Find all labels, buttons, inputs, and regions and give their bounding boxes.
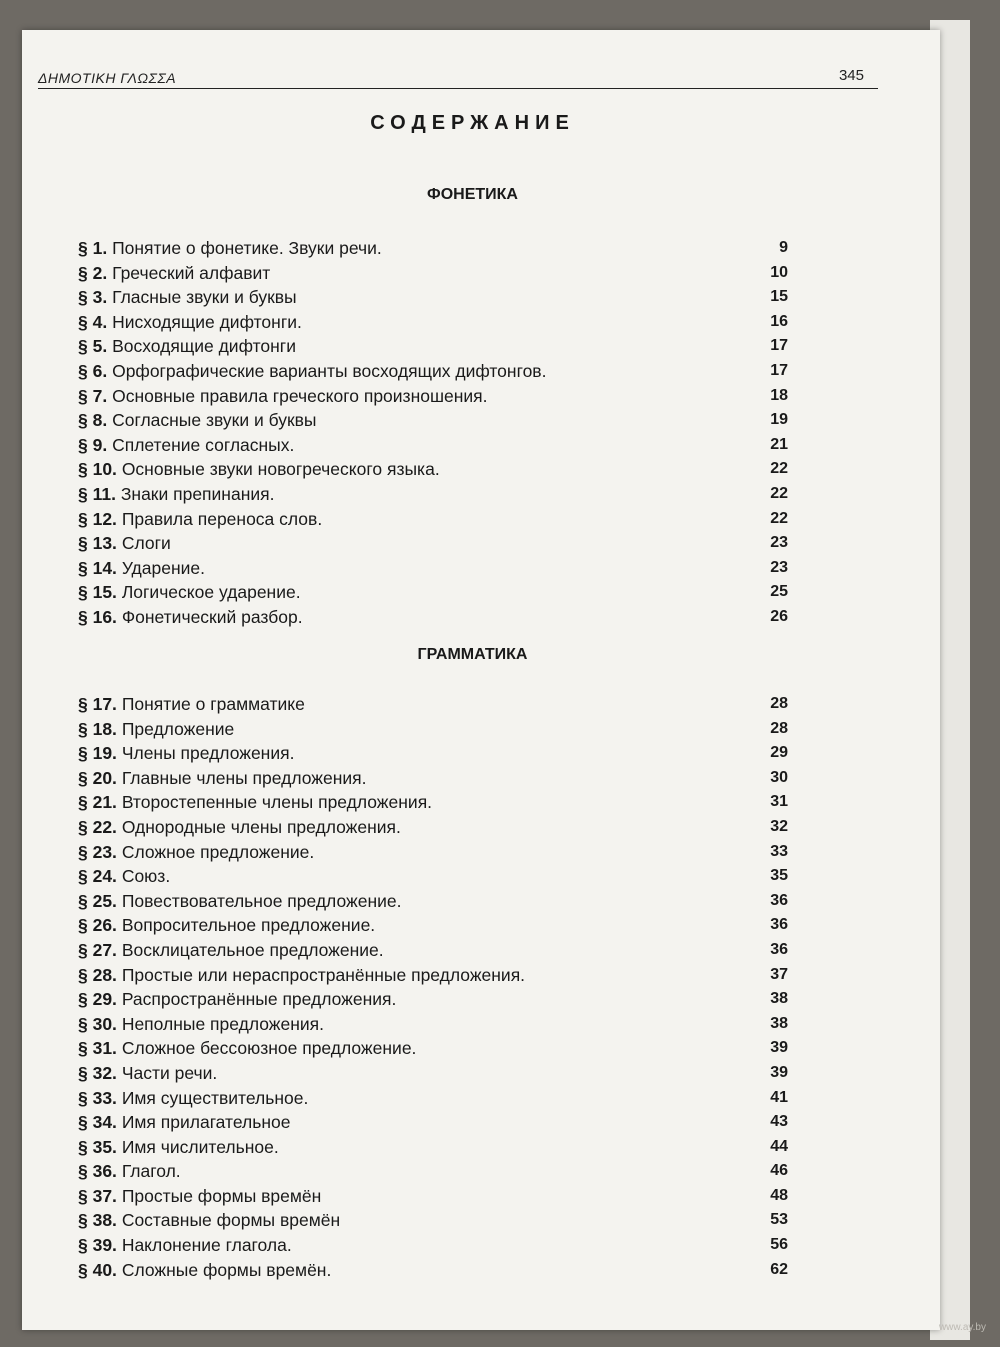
toc-entry-page: 44 [770,1137,788,1155]
toc-entry-number: § 38. [78,1210,117,1231]
toc-entry [78,359,788,384]
toc-entry-text: Понятие о грамматике [121,694,305,714]
toc-entry-text: Ударение. [121,557,206,578]
toc-list-grammar [78,692,788,1282]
toc-entry [78,1086,788,1111]
toc-entry-number: § 7. [78,385,108,406]
toc-entry-text: Составные формы времён [121,1210,341,1231]
toc-entry [78,433,788,458]
toc-entry-number: § 21. [78,792,117,813]
toc-entry-text: Сложные формы времён. [121,1259,332,1280]
toc-entry-page: 10 [770,263,788,281]
toc-entry [78,913,788,938]
toc-entry-text: Сложное предложение. [121,841,315,862]
toc-entry-page: 21 [770,435,788,453]
toc-entry-text: Союз. [121,866,171,887]
toc-entry-number: § 23. [78,841,117,862]
toc-entry [78,1233,788,1258]
section-title-grammar: ГРАММАТИКА [417,646,528,663]
toc-entry-text: Нисходящие дифтонги. [112,311,302,332]
toc-entry [78,507,788,532]
toc-entry [78,1110,788,1135]
toc-entry-text: Понятие о фонетике. Звуки речи. [112,238,382,258]
toc-entry-text: Простые или нераспространённые предложения. [121,964,526,985]
section-title-phonetics: ФОНЕТИКА [427,186,518,203]
toc-entry-text: Согласные звуки и буквы [112,410,317,431]
toc-entry-number: § 28. [78,964,117,985]
toc-entry-text: Восклицательное предложение. [121,939,384,960]
toc-entry-page: 28 [770,719,788,737]
toc-entry-page: 36 [770,916,788,934]
toc-entry-text: Слоги [121,533,171,554]
toc-entry [78,384,788,409]
toc-entry [78,1135,788,1160]
toc-entry-number: § 16. [78,606,117,627]
toc-entry-text: Логическое ударение. [121,582,301,603]
toc-entry [78,889,788,914]
toc-entry-page: 15 [770,288,788,306]
toc-entry [78,1258,788,1283]
toc-entry-page: 36 [770,940,788,958]
toc-entry [78,605,788,630]
toc-entry-page: 22 [770,460,788,478]
toc-entry-text: Фонетический разбор. [121,606,303,627]
watermark: www.ay.by [938,1322,986,1333]
toc-entry-page: 62 [770,1260,788,1278]
toc-entry-number: § 10. [78,459,117,480]
toc-entry [78,457,788,482]
toc-entry [78,717,788,742]
toc-entry-number: § 33. [78,1087,117,1108]
toc-entry-page: 18 [770,386,788,404]
toc-entry-number: § 39. [78,1235,117,1256]
toc-entry [78,840,788,865]
toc-entry [78,790,788,815]
toc-entry [78,1208,788,1233]
toc-entry-page: 35 [770,867,788,885]
toc-entry-text: Распространённые предложения. [121,989,397,1010]
toc-entry-page: 32 [770,817,788,835]
toc-entry-page: 43 [770,1113,788,1131]
toc-entry [78,1061,788,1086]
toc-entry [78,938,788,963]
toc-entry-text: Второстепенные члены предложения. [121,792,433,813]
toc-entry-number: § 40. [78,1259,117,1280]
toc-entry-page: 9 [779,239,788,256]
toc-entry-number: § 30. [78,1013,117,1034]
toc-entry-text: Повествовательное предложение. [121,890,402,911]
running-header [38,62,878,89]
toc-entry [78,815,788,840]
toc-entry-number: § 31. [78,1038,117,1059]
toc-entry-text: Сплетение согласных. [112,434,295,455]
toc-entry-number: § 9. [78,434,108,455]
toc-entry-text: Неполные предложения. [121,1013,324,1034]
toc-entry [78,766,788,791]
page-title: СОДЕРЖАНИЕ [370,112,575,134]
toc-entry-page: 22 [770,509,788,527]
toc-entry-page: 37 [770,965,788,983]
toc-entry-number: § 5. [78,336,108,357]
toc-entry [78,864,788,889]
toc-entry-page: 36 [770,891,788,909]
toc-entry-number: § 25. [78,890,117,911]
toc-entry-number: § 12. [78,508,117,529]
toc-entry-text: Части речи. [121,1062,218,1083]
toc-entry-number: § 19. [78,743,117,764]
toc-entry-page: 30 [770,768,788,786]
toc-entry-text: Основные звуки новогреческого языка. [121,459,440,480]
toc-entry-number: § 18. [78,718,117,739]
running-title: ΔΗΜΟΤΙΚΗ ΓΛΩΣΣΑ [38,70,177,86]
toc-entry [78,310,788,335]
toc-entry-number: § 29. [78,989,117,1010]
toc-entry-text: Имя числительное. [121,1136,279,1157]
toc-entry-page: 25 [770,583,788,601]
toc-entry-number: § 20. [78,767,117,788]
toc-entry [78,408,788,433]
toc-entry [78,285,788,310]
toc-entry-page: 48 [770,1186,788,1204]
toc-entry [78,741,788,766]
toc-entry-number: § 8. [78,410,108,431]
toc-entry [78,987,788,1012]
toc-entry [78,1159,788,1184]
toc-entry-page: 28 [770,695,788,712]
toc-entry-page: 33 [770,842,788,860]
toc-entry-page: 38 [770,1014,788,1032]
toc-entry-number: § 22. [78,816,117,837]
toc-entry-page: 39 [770,1063,788,1081]
toc-entry-page: 26 [770,607,788,625]
toc-entry-page: 17 [770,337,788,355]
toc-entry-page: 53 [770,1211,788,1229]
toc-entry-number: § 32. [78,1062,117,1083]
toc-entry-number: § 4. [78,311,108,332]
toc-entry-text: Имя прилагательное [121,1112,291,1133]
toc-entry-page: 56 [770,1236,788,1254]
toc-entry-number: § 26. [78,915,117,936]
toc-entry-number: § 17. [78,694,117,714]
toc-entry-page: 29 [770,744,788,762]
toc-entry [78,261,788,286]
toc-entry [78,482,788,507]
toc-entry-text: Глагол. [121,1161,181,1182]
toc-entry-text: Вопросительное предложение. [121,915,376,936]
toc-entry-text: Члены предложения. [121,743,295,764]
toc-entry [78,236,788,261]
toc-entry-number: § 36. [78,1161,117,1182]
toc-entry-number: § 37. [78,1185,117,1206]
toc-entry-number: § 24. [78,866,117,887]
toc-entry-number: § 6. [78,360,108,381]
toc-entry-number: § 3. [78,287,108,308]
toc-entry-text: Правила переноса слов. [121,508,323,529]
toc-entry-number: § 13. [78,533,117,554]
toc-entry [78,1184,788,1209]
toc-entry [78,692,788,717]
toc-entry-text: Главные члены предложения. [121,767,367,788]
toc-entry-page: 17 [770,361,788,379]
toc-entry-page: 19 [770,411,788,429]
toc-entry [78,963,788,988]
toc-entry-text: Знаки препинания. [120,483,275,504]
toc-entry-page: 16 [770,312,788,330]
toc-entry-text: Имя существительное. [121,1087,309,1108]
toc-list-phonetics [78,236,788,630]
toc-entry [78,334,788,359]
toc-entry-number: § 27. [78,939,117,960]
toc-entry-number: § 2. [78,262,108,283]
toc-entry-text: Наклонение глагола. [121,1235,292,1256]
toc-entry-text: Простые формы времён [121,1185,322,1206]
toc-entry-number: § 15. [78,582,117,603]
page-number: 345 [838,67,864,84]
toc-entry-number: § 34. [78,1112,117,1133]
toc-entry-page: 41 [770,1088,788,1106]
toc-entry-number: § 35. [78,1136,117,1157]
toc-entry-page: 38 [770,990,788,1008]
toc-entry-text: Однородные члены предложения. [121,816,401,837]
toc-entry-number: § 14. [78,557,117,578]
toc-entry-text: Орфографические варианты восходящих дифтонгов. [112,360,547,381]
toc-entry-page: 23 [770,534,788,552]
toc-entry-number: § 1. [78,238,108,258]
toc-entry-page: 39 [770,1039,788,1057]
toc-entry-text: Греческий алфавит [112,262,271,283]
toc-entry-text: Восходящие дифтонги [112,336,296,357]
toc-entry [78,531,788,556]
toc-entry [78,1012,788,1037]
toc-entry [78,1036,788,1061]
toc-entry [78,580,788,605]
toc-entry-text: Гласные звуки и буквы [112,287,297,308]
toc-entry-text: Сложное бессоюзное предложение. [121,1038,417,1059]
toc-entry-page: 46 [770,1162,788,1180]
toc-entry [78,556,788,581]
toc-entry-page: 23 [770,558,788,576]
toc-entry-number: § 11. [78,483,116,504]
toc-entry-page: 22 [770,484,788,502]
toc-entry-text: Основные правила греческого произношения. [112,385,488,406]
toc-entry-page: 31 [770,793,788,811]
toc-entry-text: Предложение [121,718,235,739]
